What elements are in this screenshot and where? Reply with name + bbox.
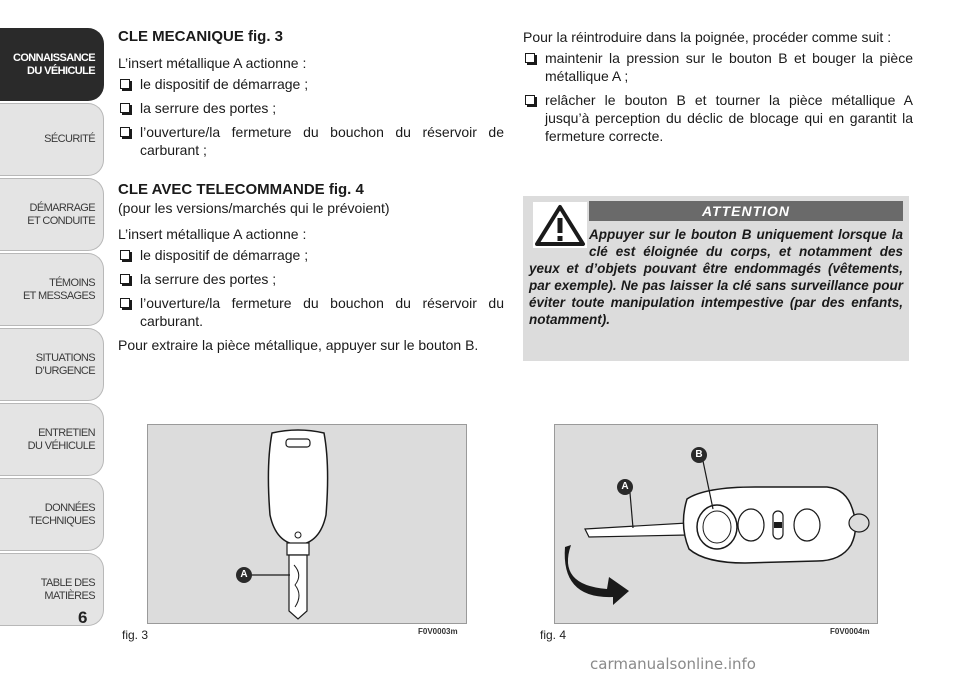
remote-key-illustration bbox=[555, 425, 877, 623]
tab-label: DÉMARRAGE ET CONDUITE bbox=[27, 201, 95, 227]
attention-banner: ATTENTION bbox=[589, 201, 903, 221]
sidebar-nav bbox=[0, 0, 106, 677]
tab-label: DONNÉES TECHNIQUES bbox=[28, 501, 95, 527]
list-item: le dispositif de démarrage ; bbox=[118, 75, 504, 93]
intro-text: L’insert métallique A actionne : bbox=[118, 55, 307, 71]
tab-label: TÉMOINS ET MESSAGES bbox=[22, 276, 95, 302]
tab-situations-urgence[interactable] bbox=[0, 328, 104, 401]
figure-3-mechanical-key bbox=[147, 424, 467, 624]
outro-text: Pour extraire la pièce métallique, appuyer sur le bouton B. bbox=[118, 337, 479, 353]
list-item: maintenir la pression sur le bouton B et bouger la pièce métallique A ; bbox=[523, 49, 913, 85]
left-column bbox=[118, 28, 504, 354]
list-item: le dispositif de démarrage ; bbox=[118, 246, 504, 264]
list-item: la serrure des portes ; bbox=[118, 270, 504, 288]
tab-label: ENTRETIEN DU VÉHICULE bbox=[27, 426, 95, 452]
attention-box bbox=[523, 196, 909, 361]
figure-4-label: fig. 4 bbox=[540, 628, 567, 642]
tab-connaissance-vehicule[interactable] bbox=[0, 28, 104, 101]
section-title-mecanique bbox=[118, 28, 504, 46]
figure-3-label: fig. 3 bbox=[122, 628, 149, 642]
figure-reference: fig. 3 bbox=[248, 28, 284, 45]
marker-a: A bbox=[617, 479, 633, 495]
tab-temoins-messages[interactable] bbox=[0, 253, 104, 326]
section-title-telecommande bbox=[118, 181, 504, 199]
tab-label: TABLE DES MATIÈRES bbox=[40, 576, 95, 602]
right-column bbox=[523, 28, 913, 151]
mechanical-key-illustration bbox=[148, 425, 466, 623]
marker-a: A bbox=[236, 567, 252, 583]
intro-text: L’insert métallique A actionne : bbox=[118, 226, 307, 242]
section-title: CLE MECANIQUE bbox=[118, 28, 244, 45]
list-item: relâcher le bouton B et tourner la pièce métallique A jusqu’à perception du déclic de blocage qui en garantit la fermeture correcte. bbox=[523, 91, 913, 145]
section-subtitle: (pour les versions/marchés qui le prévoient) bbox=[118, 200, 390, 216]
bullet-list bbox=[118, 246, 504, 330]
list-item: l’ouverture/la fermeture du bouchon du réservoir de carburant ; bbox=[118, 123, 504, 159]
figure-4-code: F0V0004m bbox=[830, 627, 870, 636]
figure-reference: fig. 4 bbox=[328, 181, 364, 198]
section-title: CLE AVEC TELECOMMANDE bbox=[118, 181, 325, 198]
tab-label: SITUATIONS D’URGENCE bbox=[35, 351, 95, 377]
figure-4-remote-key bbox=[554, 424, 878, 624]
tab-entretien-vehicule[interactable] bbox=[0, 403, 104, 476]
marker-b: B bbox=[691, 447, 707, 463]
intro-text: Pour la réintroduire dans la poignée, procéder comme suit : bbox=[523, 29, 892, 45]
watermark: carmanualsonline.info bbox=[590, 655, 756, 673]
tab-donnees-techniques[interactable] bbox=[0, 478, 104, 551]
figure-3-code: F0V0003m bbox=[418, 627, 458, 636]
attention-text: Appuyer sur le bouton B uniquement lorsque la clé est éloignée du corps, et notamment des yeux et d’objets pouvant être endommagés (vêtements, par exemple). Ne pas laisser la clé sans surveillance pour éviter toute manipulation intempestive (par des enfants, notamment). bbox=[529, 227, 903, 327]
tab-label: SÉCURITÉ bbox=[44, 133, 95, 145]
page-number: 6 bbox=[78, 608, 88, 627]
tab-label: CONNAISSANCE DU VÉHICULE bbox=[12, 51, 95, 77]
tab-table-matieres[interactable] bbox=[0, 553, 104, 626]
tab-securite[interactable] bbox=[0, 103, 104, 176]
tab-demarrage-conduite[interactable] bbox=[0, 178, 104, 251]
bullet-list bbox=[118, 75, 504, 159]
list-item: l’ouverture/la fermeture du bouchon du réservoir du carburant. bbox=[118, 294, 504, 330]
bullet-list bbox=[523, 49, 913, 145]
list-item: la serrure des portes ; bbox=[118, 99, 504, 117]
